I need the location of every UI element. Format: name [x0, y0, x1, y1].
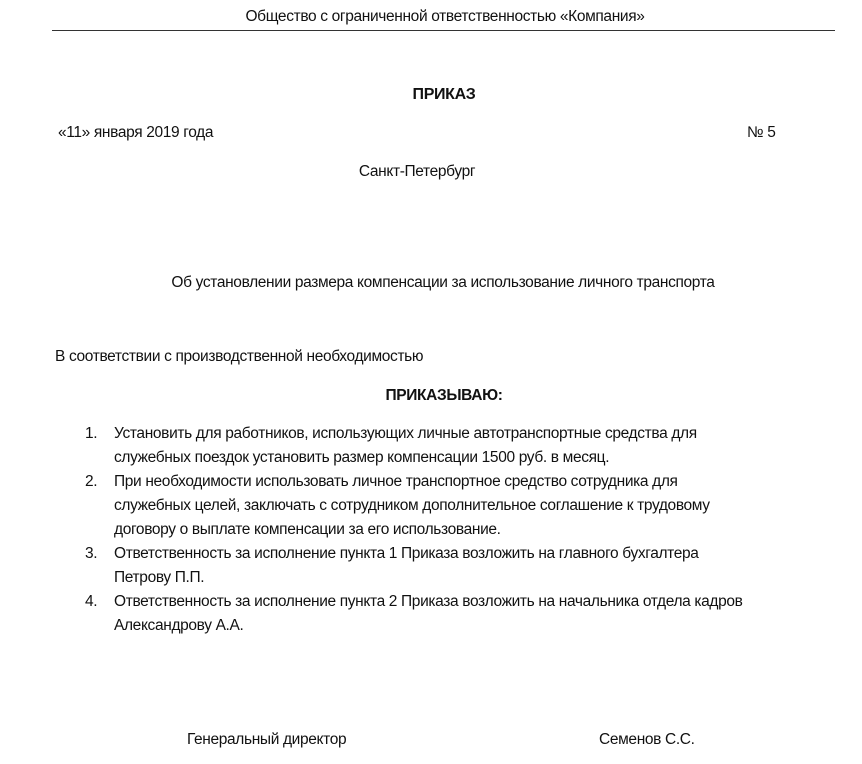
signature-name: Семенов С.С. — [599, 731, 695, 748]
item-text-line: Ответственность за исполнение пункта 2 Приказа возложить на начальника отдела кадров — [114, 593, 743, 610]
signature-position: Генеральный директор — [187, 731, 347, 748]
order-basis: В соответствии с производственной необходимостью — [55, 348, 424, 365]
item-text-line: договору о выплате компенсации за его использование. — [114, 521, 501, 538]
order-number: № 5 — [747, 124, 776, 141]
item-number: 1. — [85, 425, 98, 442]
document-title: ПРИКАЗ — [412, 86, 476, 103]
order-subject: Об установлении размера компенсации за использование личного транспорта — [171, 274, 715, 291]
item-text-line: При необходимости использовать личное транспортное средство сотрудника для — [114, 473, 678, 490]
item-number: 2. — [85, 473, 98, 490]
order-city: Санкт-Петербург — [358, 163, 476, 180]
item-text-line: Установить для работников, использующих личные автотранспортные средства для — [114, 425, 697, 442]
item-text-line: Ответственность за исполнение пункта 1 Приказа возложить на главного бухгалтера — [114, 545, 699, 562]
item-text-line: Петрову П.П. — [114, 569, 205, 586]
item-text-line: Александрову А.А. — [114, 617, 244, 634]
item-text-line: служебных поездок установить размер компенсации 1500 руб. в месяц. — [114, 449, 610, 466]
company-header: Общество с ограниченной ответственностью «Компания» — [245, 8, 645, 25]
item-text-line: служебных целей, заключать с сотрудником дополнительное соглашение к трудовому — [114, 497, 710, 514]
item-number: 3. — [85, 545, 98, 562]
order-date: «11» января 2019 года — [58, 124, 214, 141]
header-divider — [52, 30, 835, 31]
item-number: 4. — [85, 593, 98, 610]
order-word: ПРИКАЗЫВАЮ: — [385, 387, 503, 404]
